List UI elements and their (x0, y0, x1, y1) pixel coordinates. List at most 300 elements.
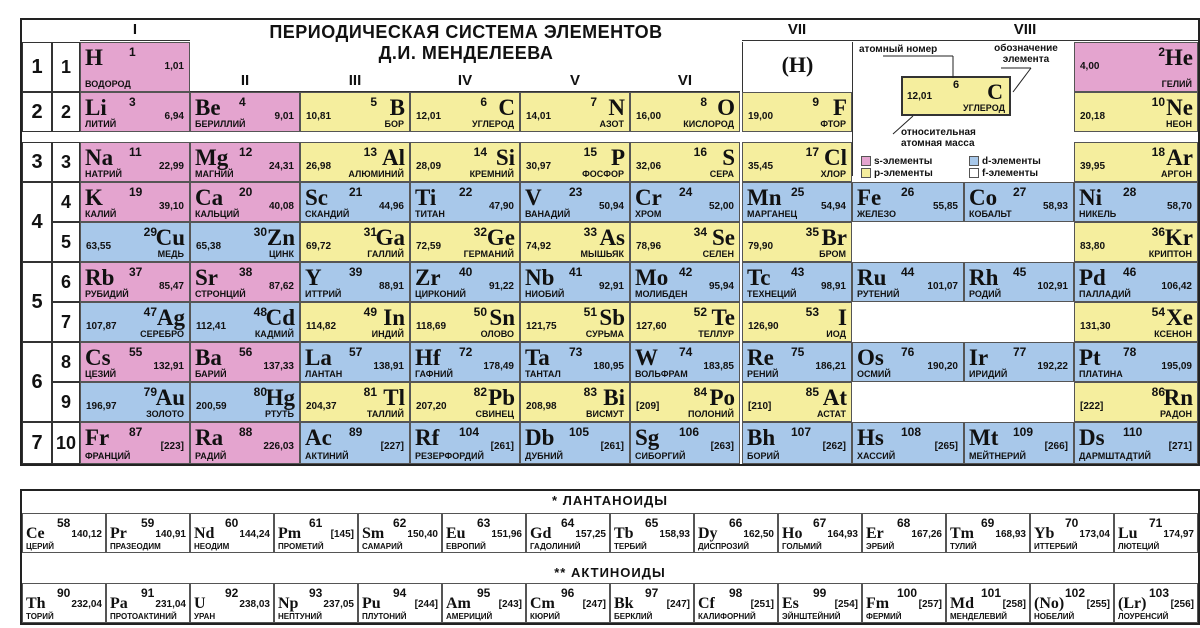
element-cell-kr[interactable] (1074, 222, 1198, 262)
element-name: ТЕЛЛУР (698, 329, 734, 339)
atomic-number: 83 (583, 385, 597, 399)
element-cell-as[interactable] (520, 222, 630, 262)
element-cell-be[interactable] (190, 92, 300, 132)
f-element-cell-u[interactable] (190, 583, 274, 623)
f-element-cell-bk[interactable] (610, 583, 694, 623)
element-cell-at[interactable] (742, 382, 852, 422)
f-element-cell-fm[interactable] (862, 583, 946, 623)
element-symbol: U (194, 595, 206, 612)
element-cell-o[interactable] (630, 92, 740, 132)
element-name: ЛИТИЙ (85, 119, 117, 129)
atomic-number: 68 (897, 516, 911, 530)
element-name: ДАРМШТАДТИЙ (1079, 451, 1151, 461)
atomic-number: 64 (561, 516, 575, 530)
atomic-number: 106 (679, 425, 700, 439)
f-element-cell-sm[interactable] (358, 513, 442, 553)
element-symbol: Np (278, 595, 299, 612)
element-name: ТИТАН (415, 209, 445, 219)
atomic-mass: 178,49 (483, 361, 514, 372)
element-symbol: Tc (747, 265, 771, 290)
atomic-mass: 207,20 (416, 401, 447, 412)
element-cell-sr[interactable] (190, 262, 300, 302)
element-cell-hs[interactable] (852, 422, 964, 464)
atomic-number: 37 (129, 265, 143, 279)
atomic-number: 75 (791, 345, 805, 359)
atomic-mass: 190,20 (927, 361, 958, 372)
atomic-number: 82 (473, 385, 487, 399)
element-cell-ne[interactable] (1074, 92, 1198, 132)
element-cell-hg[interactable] (190, 382, 300, 422)
element-name: МАГНИЙ (195, 169, 234, 179)
actinides-title: ** АКТИНОИДЫ (554, 565, 666, 580)
atomic-number: 49 (363, 305, 377, 319)
element-cell-li[interactable] (80, 92, 190, 132)
element-cell-ba[interactable] (190, 342, 300, 382)
period-number: 6 (22, 342, 52, 422)
element-cell-zn[interactable] (190, 222, 300, 262)
element-cell-po[interactable] (630, 382, 740, 422)
atomic-number: 41 (569, 265, 583, 279)
row-number: 1 (52, 42, 80, 92)
element-symbol: Cl (824, 145, 847, 170)
row-number: 5 (52, 222, 80, 262)
element-symbol: Bk (614, 595, 634, 612)
atomic-number: 15 (583, 145, 597, 159)
element-cell-ag[interactable] (80, 302, 190, 342)
element-cell-rf[interactable] (410, 422, 520, 464)
element-symbol: Ra (195, 425, 224, 450)
atomic-number: 12 (239, 145, 253, 159)
f-element-cell-nd[interactable] (190, 513, 274, 553)
element-name: ЦЕРИЙ (26, 542, 55, 551)
f-element-cell-ho[interactable] (778, 513, 862, 553)
atomic-mass: 19,00 (748, 111, 774, 122)
element-symbol: Rb (85, 265, 115, 290)
element-cell-n[interactable] (520, 92, 630, 132)
f-element-cell-er[interactable] (862, 513, 946, 553)
element-name: ВИСМУТ (586, 409, 624, 419)
element-name: ЛОУРЕНСИЙ (1118, 612, 1169, 621)
element-cell-i[interactable] (742, 302, 852, 342)
element-symbol: Ge (486, 225, 515, 250)
element-name: МЫШЬЯК (580, 249, 624, 259)
atomic-mass: [271] (1168, 441, 1192, 452)
row-number: 8 (52, 342, 80, 382)
element-cell-in[interactable] (300, 302, 410, 342)
f-element-cell-th[interactable] (22, 583, 106, 623)
atomic-mass: 50,94 (598, 201, 624, 212)
element-cell-os[interactable] (852, 342, 964, 382)
element-symbol: Li (85, 95, 107, 120)
atomic-mass: 174,97 (1163, 529, 1194, 540)
element-symbol: Hs (857, 425, 884, 450)
element-cell-bh[interactable] (742, 422, 852, 464)
element-symbol: Ne (1166, 95, 1193, 120)
atomic-mass: 114,82 (306, 321, 337, 332)
f-element-cell-no[interactable] (1030, 583, 1114, 623)
element-symbol: Pa (110, 595, 128, 612)
atomic-number: 53 (805, 305, 819, 319)
element-cell-ru[interactable] (852, 262, 964, 302)
element-cell-ta[interactable] (520, 342, 630, 382)
element-cell-br[interactable] (742, 222, 852, 262)
element-symbol: Ba (195, 345, 222, 370)
atomic-number: 21 (349, 185, 363, 199)
element-cell-pt[interactable] (1074, 342, 1198, 382)
element-cell-tl[interactable] (300, 382, 410, 422)
element-cell-pb[interactable] (410, 382, 520, 422)
element-name: СЕРЕБРО (140, 329, 184, 339)
element-cell-la[interactable] (300, 342, 410, 382)
element-name: ТУЛИЙ (950, 542, 977, 551)
f-element-cell-gd[interactable] (526, 513, 610, 553)
element-name: КРИПТОН (1148, 249, 1192, 259)
element-cell-ar[interactable] (1074, 142, 1198, 182)
element-cell-nb[interactable] (520, 262, 630, 302)
atomic-number: 18 (1151, 145, 1165, 159)
element-symbol: Bh (747, 425, 776, 450)
atomic-number: 57 (349, 345, 363, 359)
f-element-cell-lu[interactable] (1114, 513, 1198, 553)
atomic-number: 16 (693, 145, 707, 159)
element-name: ЭЙНШТЕЙНИЙ (782, 612, 841, 621)
atomic-number: 23 (569, 185, 583, 199)
element-cell-ca[interactable] (190, 182, 300, 222)
element-cell-rb[interactable] (80, 262, 190, 302)
atomic-number: 97 (645, 586, 659, 600)
element-name: РАДИЙ (195, 451, 227, 461)
element-symbol: Re (747, 345, 774, 370)
element-name: РОДИЙ (969, 289, 1002, 299)
f-element-cell-ce[interactable] (22, 513, 106, 553)
element-name: РУБИДИЙ (85, 289, 129, 299)
element-symbol: Nd (194, 525, 215, 542)
element-symbol: Db (525, 425, 555, 450)
element-cell-db[interactable] (520, 422, 630, 464)
element-symbol: C (498, 95, 515, 120)
element-name: БОРИЙ (747, 451, 780, 461)
periodic-table (20, 18, 1200, 466)
element-name: КЮРИЙ (530, 612, 560, 621)
element-symbol: Ac (305, 425, 332, 450)
atomic-mass: 180,95 (593, 361, 624, 372)
element-symbol: Al (382, 145, 405, 170)
element-symbol: Cd (265, 305, 295, 330)
element-symbol: Rh (969, 265, 999, 290)
element-cell-xe[interactable] (1074, 302, 1198, 342)
element-name: НОБЕЛИЙ (1034, 612, 1075, 621)
atomic-mass: [261] (600, 441, 624, 452)
element-name: МАРГАНЕЦ (747, 209, 798, 219)
atomic-mass: [243] (498, 599, 522, 610)
element-name: ИТТРИЙ (305, 289, 342, 299)
f-element-cell-lr[interactable] (1114, 583, 1198, 623)
element-symbol: Ce (26, 525, 45, 542)
element-name: ФЕРМИЙ (866, 612, 902, 621)
element-cell-b[interactable] (300, 92, 410, 132)
element-name: ПРОТОАКТИНИЙ (110, 612, 177, 621)
row-number: 7 (52, 302, 80, 342)
element-cell-mn[interactable] (742, 182, 852, 222)
element-cell-mo[interactable] (630, 262, 740, 302)
element-cell-y[interactable] (300, 262, 410, 302)
element-cell-te[interactable] (630, 302, 740, 342)
atomic-number: 52 (693, 305, 707, 319)
f-element-cell-np[interactable] (274, 583, 358, 623)
element-name: БЕРИЛЛИЙ (195, 119, 246, 129)
atomic-mass: 63,55 (86, 241, 112, 252)
element-name: МЕЙТНЕРИЙ (969, 451, 1026, 461)
atomic-number: 36 (1151, 225, 1165, 239)
element-symbol: Na (85, 145, 114, 170)
element-cell-f[interactable] (742, 92, 852, 132)
atomic-number: 33 (583, 225, 597, 239)
atomic-number: 39 (349, 265, 363, 279)
atomic-number: 93 (309, 586, 323, 600)
element-cell-fe[interactable] (852, 182, 964, 222)
title-line2: Д.И. МЕНДЕЛЕЕВА (378, 43, 554, 63)
element-cell-ti[interactable] (410, 182, 520, 222)
atomic-mass: 137,33 (263, 361, 294, 372)
element-name: СКАНДИЙ (305, 209, 350, 219)
f-element-cell-es[interactable] (778, 583, 862, 623)
group-header-4: IV (410, 72, 520, 92)
atomic-mass: 22,99 (158, 161, 184, 172)
atomic-mass: 158,93 (659, 529, 690, 540)
atomic-mass: 151,96 (491, 529, 522, 540)
element-cell-c[interactable] (410, 92, 520, 132)
atomic-mass: 200,59 (196, 401, 227, 412)
element-cell-zr[interactable] (410, 262, 520, 302)
element-cell-sg[interactable] (630, 422, 740, 464)
element-name: ФТОР (820, 119, 846, 129)
f-block-section (20, 489, 1200, 625)
atomic-number: 72 (459, 345, 473, 359)
element-symbol: O (717, 95, 735, 120)
element-name: ЛЮТЕЦИЙ (1118, 542, 1160, 551)
atomic-mass: 16,00 (636, 111, 662, 122)
element-symbol: N (608, 95, 625, 120)
f-element-cell-am[interactable] (442, 583, 526, 623)
key-example-name: УГЛЕРОД (963, 103, 1005, 113)
element-symbol: Ds (1079, 425, 1105, 450)
element-cell-v[interactable] (520, 182, 630, 222)
atomic-number: 98 (729, 586, 743, 600)
f-element-cell-pr[interactable] (106, 513, 190, 553)
hydrogen-note: (H) (742, 42, 852, 92)
element-name: ВАНАДИЙ (525, 209, 571, 219)
atomic-number: 105 (569, 425, 590, 439)
legend-s-label: s-элементы (874, 156, 933, 167)
element-name: СЕЛЕН (702, 249, 734, 259)
element-name: ЦИРКОНИЙ (415, 289, 466, 299)
element-symbol: (No) (1034, 595, 1065, 612)
element-cell-tc[interactable] (742, 262, 852, 302)
atomic-number: 95 (477, 586, 491, 600)
atomic-mass: 54,94 (820, 201, 846, 212)
element-cell-ga[interactable] (300, 222, 410, 262)
legend-s-swatch (861, 156, 871, 166)
element-cell-co[interactable] (964, 182, 1074, 222)
atomic-number: 88 (239, 425, 253, 439)
key-example-z: 6 (953, 79, 960, 91)
atomic-mass: 204,37 (306, 401, 337, 412)
element-cell-s[interactable] (630, 142, 740, 182)
atomic-number: 35 (805, 225, 819, 239)
f-element-cell-pm[interactable] (274, 513, 358, 553)
element-symbol: Tl (383, 385, 405, 410)
f-element-cell-pa[interactable] (106, 583, 190, 623)
element-symbol: W (635, 345, 658, 370)
element-name: АРГОН (1161, 169, 1192, 179)
atomic-mass: 12,01 (416, 111, 442, 122)
f-element-cell-cm[interactable] (526, 583, 610, 623)
atomic-number: 54 (1151, 305, 1165, 319)
f-element-cell-dy[interactable] (694, 513, 778, 553)
element-cell-cu[interactable] (80, 222, 190, 262)
element-cell-sc[interactable] (300, 182, 410, 222)
atomic-number: 51 (583, 305, 597, 319)
element-cell-he[interactable] (1074, 42, 1198, 92)
element-symbol: Am (446, 595, 471, 612)
atomic-number: 32 (473, 225, 487, 239)
element-cell-h[interactable] (80, 42, 190, 92)
element-cell-au[interactable] (80, 382, 190, 422)
element-symbol: Bi (603, 385, 625, 410)
f-element-cell-eu[interactable] (442, 513, 526, 553)
element-cell-ge[interactable] (410, 222, 520, 262)
atomic-mass: 192,22 (1037, 361, 1068, 372)
element-symbol: Fe (857, 185, 882, 210)
atomic-mass: 91,22 (488, 281, 514, 292)
legend-f-swatch (969, 168, 979, 178)
atomic-number: 50 (473, 305, 487, 319)
element-cell-rn[interactable] (1074, 382, 1198, 422)
element-cell-k[interactable] (80, 182, 190, 222)
element-symbol: At (822, 385, 847, 410)
element-name: РТУТЬ (265, 409, 294, 419)
element-cell-hf[interactable] (410, 342, 520, 382)
element-cell-ni[interactable] (1074, 182, 1198, 222)
element-cell-al[interactable] (300, 142, 410, 182)
element-name: КСЕНОН (1154, 329, 1192, 339)
atomic-number: 45 (1013, 265, 1027, 279)
atomic-mass: [209] (636, 401, 660, 412)
element-symbol: Be (195, 95, 221, 120)
f-element-cell-pu[interactable] (358, 583, 442, 623)
element-name: УГЛЕРОД (472, 119, 514, 129)
atomic-mass: 173,04 (1079, 529, 1110, 540)
element-name: СТРОНЦИЙ (195, 289, 246, 299)
atomic-mass: 121,75 (526, 321, 557, 332)
f-element-cell-md[interactable] (946, 583, 1030, 623)
element-cell-sb[interactable] (520, 302, 630, 342)
element-cell-se[interactable] (630, 222, 740, 262)
element-cell-pd[interactable] (1074, 262, 1198, 302)
atomic-number: 1 (129, 45, 136, 59)
element-cell-na[interactable] (80, 142, 190, 182)
element-cell-rh[interactable] (964, 262, 1074, 302)
element-cell-p[interactable] (520, 142, 630, 182)
element-cell-cr[interactable] (630, 182, 740, 222)
element-cell-mt[interactable] (964, 422, 1074, 464)
element-name: ПЛАТИНА (1079, 369, 1123, 379)
atomic-mass: 83,80 (1080, 241, 1106, 252)
f-element-cell-tm[interactable] (946, 513, 1030, 553)
atomic-number: 92 (225, 586, 239, 600)
element-cell-cl[interactable] (742, 142, 852, 182)
atomic-number: 20 (239, 185, 253, 199)
atomic-number: 38 (239, 265, 253, 279)
atomic-mass: [210] (748, 401, 772, 412)
element-cell-ra[interactable] (190, 422, 300, 464)
atomic-number: 96 (561, 586, 575, 600)
element-cell-w[interactable] (630, 342, 740, 382)
atomic-number: 60 (225, 516, 239, 530)
element-cell-fr[interactable] (80, 422, 190, 464)
atomic-mass: 183,85 (703, 361, 734, 372)
element-name: КАЛЬЦИЙ (195, 209, 240, 219)
element-cell-si[interactable] (410, 142, 520, 182)
atomic-number: 87 (129, 425, 143, 439)
element-name: СИБОРГИЙ (635, 451, 686, 461)
atomic-number: 28 (1123, 185, 1137, 199)
atomic-mass: [263] (710, 441, 734, 452)
element-name: ОСМИЙ (857, 369, 891, 379)
element-symbol: Br (821, 225, 847, 250)
atomic-mass: 78,96 (636, 241, 662, 252)
element-symbol: I (838, 305, 847, 330)
atomic-number: 70 (1065, 516, 1079, 530)
element-cell-sn[interactable] (410, 302, 520, 342)
atomic-number: 14 (473, 145, 487, 159)
element-cell-cd[interactable] (190, 302, 300, 342)
element-symbol: Ga (375, 225, 405, 250)
period-number: 3 (22, 142, 52, 182)
element-name: НЕПТУНИЙ (278, 612, 323, 621)
atomic-number: 56 (239, 345, 253, 359)
atomic-mass: [256] (1170, 599, 1194, 610)
element-cell-ds[interactable] (1074, 422, 1198, 464)
element-cell-cs[interactable] (80, 342, 190, 382)
atomic-mass: 168,93 (995, 529, 1026, 540)
element-name: ЕВРОПИЙ (446, 542, 486, 551)
element-cell-ir[interactable] (964, 342, 1074, 382)
atomic-number: 69 (981, 516, 995, 530)
element-cell-re[interactable] (742, 342, 852, 382)
element-symbol: Se (712, 225, 735, 250)
atomic-mass: 127,60 (636, 321, 667, 332)
element-symbol: Os (857, 345, 884, 370)
atomic-mass: 164,93 (827, 529, 858, 540)
element-cell-mg[interactable] (190, 142, 300, 182)
element-cell-bi[interactable] (520, 382, 630, 422)
atomic-mass: 47,90 (488, 201, 514, 212)
f-element-cell-tb[interactable] (610, 513, 694, 553)
legend-d-swatch (969, 156, 979, 166)
element-cell-ac[interactable] (300, 422, 410, 464)
atomic-mass: [227] (380, 441, 404, 452)
atomic-mass: 237,05 (323, 599, 354, 610)
key-example-symbol: C (987, 79, 1003, 104)
key-symbol-label: обозначение элемента (994, 43, 1058, 65)
atomic-mass: 131,30 (1080, 321, 1111, 332)
element-symbol: (Lr) (1118, 595, 1147, 612)
element-symbol: Sr (195, 265, 218, 290)
f-element-cell-yb[interactable] (1030, 513, 1114, 553)
f-element-cell-cf[interactable] (694, 583, 778, 623)
element-symbol: P (610, 145, 625, 170)
